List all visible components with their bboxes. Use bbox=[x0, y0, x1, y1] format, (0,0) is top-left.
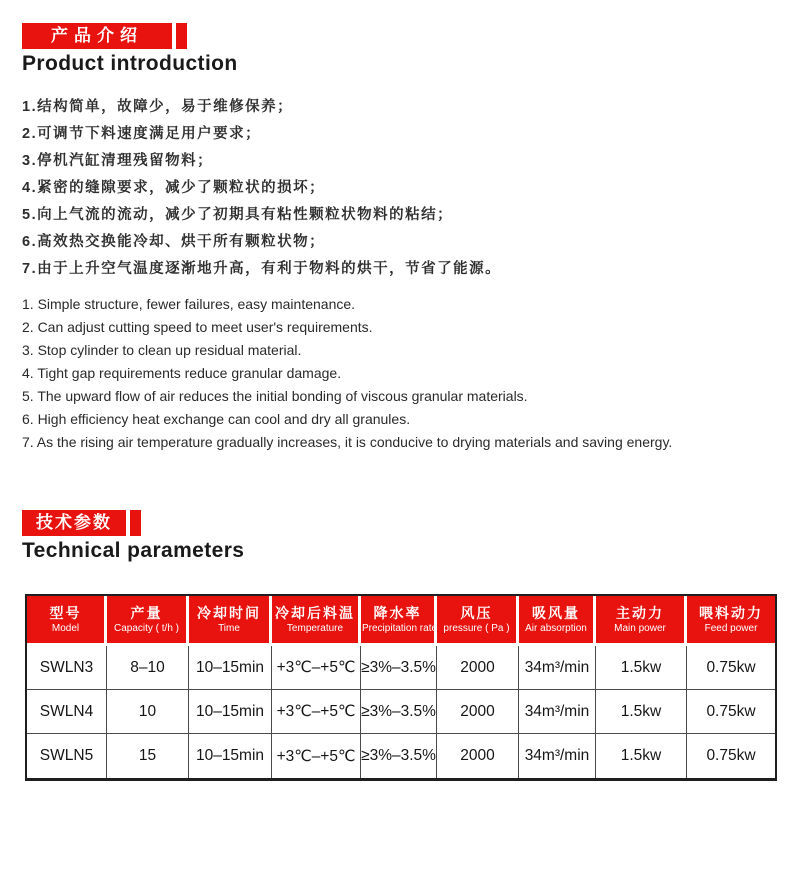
table-cell-feed-power: 0.75kw bbox=[706, 747, 756, 764]
table-header-cell bbox=[361, 596, 437, 646]
header-label-cn: 产量 bbox=[130, 604, 163, 621]
table-cell-temperature: +3℃–+5℃ bbox=[272, 734, 361, 778]
table-header-cell bbox=[687, 596, 775, 646]
table-cell-model: SWLN3 bbox=[27, 646, 107, 690]
table-cell-capacity: 8–10 bbox=[107, 646, 189, 690]
header-label-en: Feed power bbox=[704, 622, 758, 634]
product-introduction-section bbox=[22, 23, 775, 454]
tech-params-table bbox=[25, 594, 777, 781]
table-header-cell bbox=[437, 596, 519, 646]
feature-list-english bbox=[22, 293, 775, 454]
header-label-cn: 主动力 bbox=[616, 604, 664, 621]
page-title-product-introduction: Product introduction bbox=[22, 52, 238, 75]
list-item: 7. As the rising air temperature gradually increases, it is conducive to drying materials and saving energy. bbox=[22, 434, 673, 450]
list-item: 5.向上气流的流动，减少了初期具有粘性颗粒状物料的粘结； bbox=[22, 207, 454, 223]
table-cell-air-absorption: 34m³/min bbox=[519, 690, 596, 734]
header-label-en: Precipitation rate bbox=[362, 622, 438, 634]
list-item: 1.结构简单，故障少，易于维修保养； bbox=[22, 99, 294, 115]
table-header-cell bbox=[272, 596, 361, 646]
list-item: 3.停机汽缸清理残留物料； bbox=[22, 153, 214, 169]
table-header-cell bbox=[519, 596, 596, 646]
table-cell-pressure: 2000 bbox=[437, 646, 519, 690]
list-item: 5. The upward flow of air reduces the initial bonding of viscous granular materials. bbox=[22, 388, 528, 404]
table-cell-main-power: 1.5kw bbox=[596, 646, 687, 690]
table-header-cell bbox=[27, 596, 107, 646]
list-item: 3. Stop cylinder to clean up residual material. bbox=[22, 342, 302, 358]
table-cell-precipitation: ≥3%–3.5% bbox=[361, 646, 437, 690]
badge-stripe-decoration bbox=[176, 23, 187, 49]
header-label-en: Main power bbox=[614, 622, 666, 634]
header-label-en: Model bbox=[51, 622, 80, 634]
table-cell-time: 10–15min bbox=[189, 646, 272, 690]
table-cell-main-power: 1.5kw bbox=[596, 690, 687, 734]
header-label-cn: 降水率 bbox=[373, 604, 422, 621]
badge-stripe-decoration bbox=[130, 510, 141, 536]
list-item: 4. Tight gap requirements reduce granular damage. bbox=[22, 365, 342, 381]
header-label-cn: 冷却时间 bbox=[197, 604, 261, 621]
list-item: 7.由于上升空气温度逐渐地升高，有利于物料的烘干，节省了能源。 bbox=[22, 261, 502, 277]
table-cell-model: SWLN5 bbox=[27, 734, 107, 778]
table-header-cell bbox=[189, 596, 272, 646]
table-cell-precipitation: ≥3%–3.5% bbox=[361, 734, 437, 778]
header-label-cn: 冷却后料温 bbox=[275, 604, 355, 621]
table-cell-time: 10–15min bbox=[189, 690, 272, 734]
table-cell-pressure: 2000 bbox=[437, 734, 519, 778]
header-label-en: Capacity ( t/h ) bbox=[113, 622, 180, 634]
section-badge-product-intro bbox=[22, 23, 775, 49]
header-label-en: Temperature bbox=[286, 622, 344, 634]
page-title-technical-parameters: Technical parameters bbox=[22, 539, 245, 562]
technical-parameters-section bbox=[22, 510, 775, 781]
table-cell-feed-power: 0.75kw bbox=[687, 690, 775, 734]
table-cell-precipitation: ≥3%–3.5% bbox=[361, 690, 437, 734]
header-label-en: pressure ( Pa ) bbox=[443, 622, 510, 634]
header-label-en: Air absorption bbox=[525, 622, 587, 634]
table-header-cell bbox=[107, 596, 189, 646]
table-header-row bbox=[27, 596, 775, 646]
list-item: 1. Simple structure, fewer failures, easy maintenance. bbox=[22, 296, 356, 312]
table-row bbox=[27, 690, 775, 734]
table-row bbox=[27, 646, 775, 690]
header-label-cn: 风压 bbox=[460, 604, 493, 621]
table-cell-capacity: 10 bbox=[107, 690, 189, 734]
list-item: 4.紧密的缝隙要求，减少了颗粒状的损坏； bbox=[22, 180, 326, 196]
table-cell-temperature: +3℃–+5℃ bbox=[272, 690, 361, 734]
table-cell-pressure: 2000 bbox=[437, 690, 519, 734]
tech-params-table-wrap bbox=[25, 594, 775, 781]
feature-list-chinese bbox=[22, 94, 775, 283]
list-item: 2. Can adjust cutting speed to meet user's requirements. bbox=[22, 319, 373, 335]
table-cell-air-absorption: 34m³/min bbox=[519, 734, 596, 778]
list-item: 2.可调节下料速度满足用户要求； bbox=[22, 126, 262, 142]
table-row bbox=[27, 734, 775, 778]
list-item: 6.高效热交换能冷却、烘干所有颗粒状物； bbox=[22, 234, 326, 250]
section-badge-label-cn: 产品介绍 bbox=[22, 23, 172, 49]
header-label-cn: 喂料动力 bbox=[699, 604, 763, 621]
table-cell-time: 10–15min bbox=[189, 734, 272, 778]
table-cell-feed-power: 0.75kw bbox=[687, 646, 775, 690]
header-label-en: Time bbox=[218, 622, 240, 634]
section-badge-tech-params bbox=[22, 510, 775, 536]
section-badge-label-cn: 技术参数 bbox=[22, 510, 126, 536]
header-label-cn: 吸风量 bbox=[532, 604, 580, 621]
table-cell-air-absorption: 34m³/min bbox=[519, 646, 596, 690]
list-item: 6. High efficiency heat exchange can cool and dry all granules. bbox=[22, 411, 411, 427]
table-cell-temperature: +3℃–+5℃ bbox=[272, 646, 361, 690]
header-label-cn: 型号 bbox=[49, 604, 82, 621]
table-cell-main-power: 1.5kw bbox=[596, 734, 687, 778]
table-cell-model: SWLN4 bbox=[27, 690, 107, 734]
table-cell-capacity: 15 bbox=[107, 734, 189, 778]
table-header-cell bbox=[596, 596, 687, 646]
